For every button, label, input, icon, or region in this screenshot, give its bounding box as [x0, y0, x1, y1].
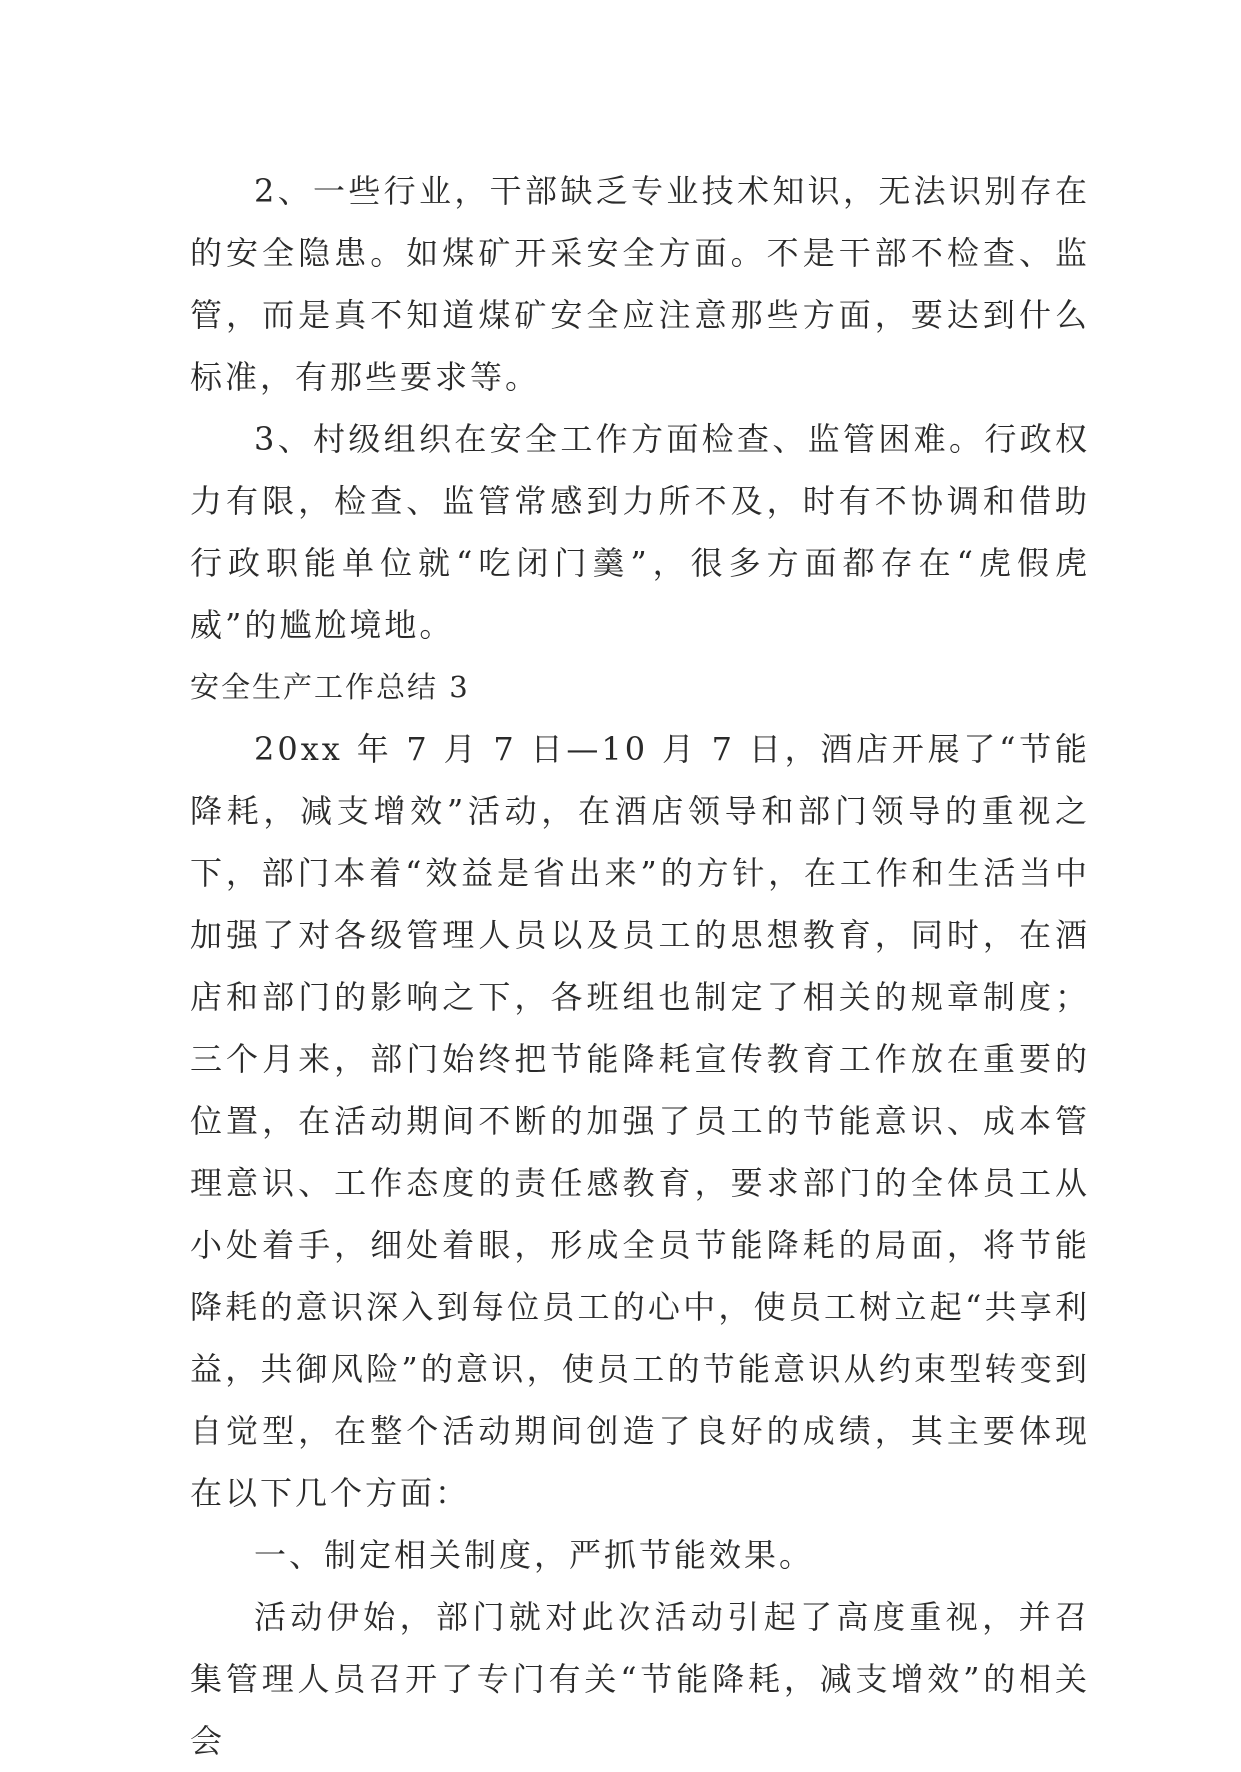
section-heading: 安全生产工作总结 3	[190, 670, 470, 704]
paragraph-summary: 20xx 年 7 月 7 日—10 月 7 日，酒店开展了“节能降耗，减支增效”活动，在酒店领导和部门领导的重视之下，部门本着“效益是省出来”的方针，在工作和生活当中加强了对各级管理人员以及员工的思想教育，同时，在酒店和部门的影响之下，各班组也制定了相关的规章制度；三个月来，部门始终把节能降耗宣传教育工作放在重要的位置，在活动期间不断的加强了员工的节能意识、成本管理意识、工作态度的责任感教育，要求部门的全体员工从小处着手，细处着眼，形成全员节能降耗的局面，将节能降耗的意识深入到每位员工的心中，使员工树立起“共享利益，共御风险”的意识，使员工的节能意识从约束型转变到自觉型，在整个活动期间创造了良好的成绩，其主要体现在以下几个方面：	[190, 730, 1090, 1512]
paragraph-activity-start: 活动伊始，部门就对此次活动引起了高度重视，并召集管理人员召开了专门有关“节能降耗，减支增效”的相关会	[190, 1598, 1090, 1760]
paragraph-item-2: 2、一些行业，干部缺乏专业技术知识，无法识别存在的安全隐患。如煤矿开采安全方面。不是干部不检查、监管，而是真不知道煤矿安全应注意那些方面，要达到什么标准，有那些要求等。	[190, 172, 1090, 396]
paragraph-subheading-1: 一、制定相关制度，严抓节能效果。	[254, 1536, 815, 1574]
document-body	[190, 160, 1090, 1772]
paragraph-item-3: 3、村级组织在安全工作方面检查、监管困难。行政权力有限，检查、监管常感到力所不及，时有不协调和借助行政职能单位就“吃闭门羹”，很多方面都存在“虎假虎威”的尴尬境地。	[190, 420, 1090, 644]
